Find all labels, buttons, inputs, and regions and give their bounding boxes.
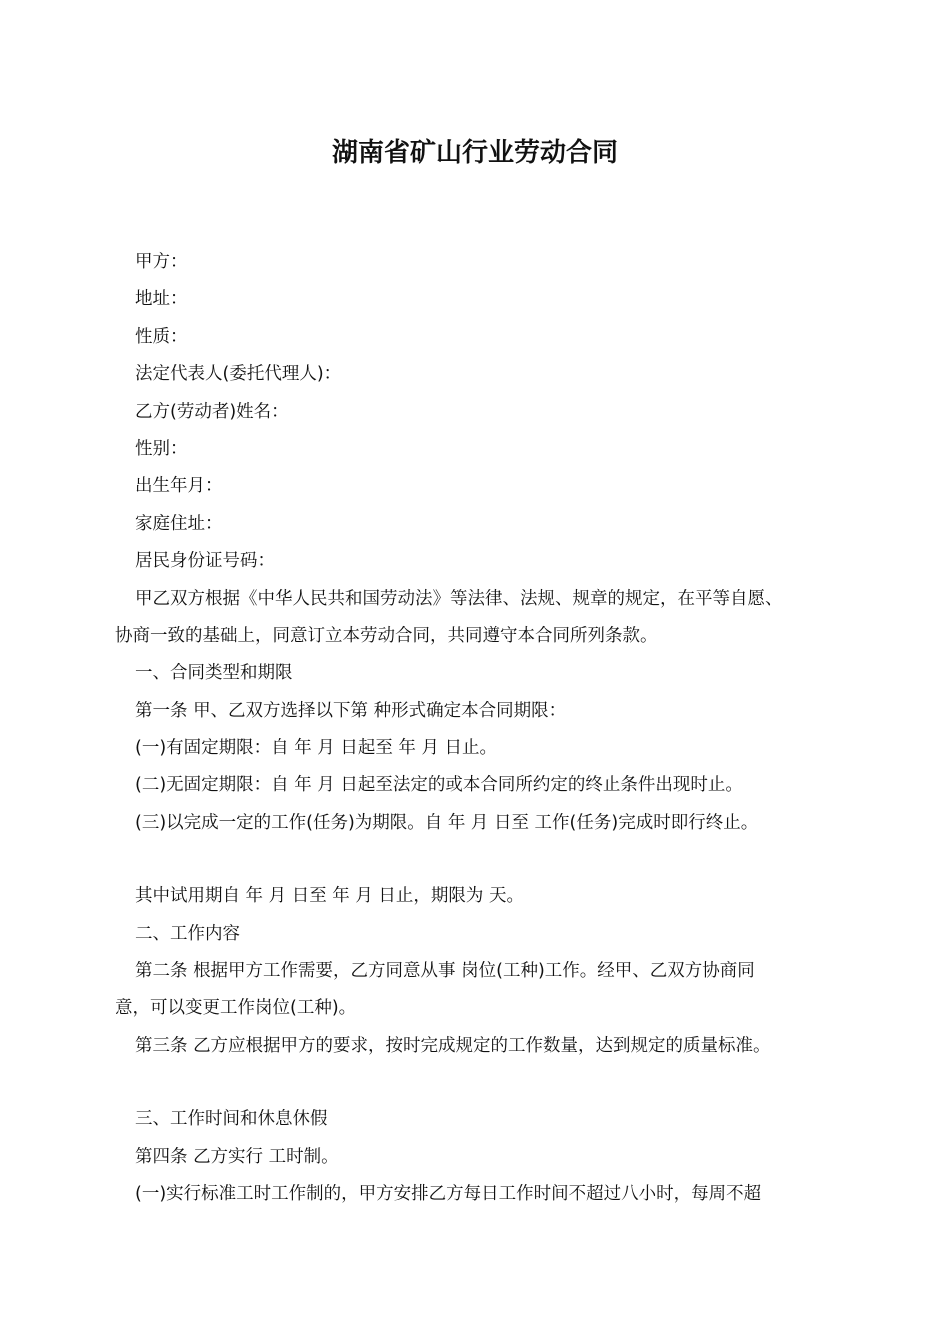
section-1-heading: 一、合同类型和期限 (135, 663, 293, 684)
gender-line: 性别： (135, 438, 188, 459)
intro-paragraph-line-1: 甲乙双方根据《中华人民共和国劳动法》等法律、法规、规章的规定，在平等自愿、 (135, 588, 783, 609)
paragraph-gap (115, 1065, 855, 1101)
article-4: 第四条 乙方实行 工时制。 (135, 1146, 339, 1167)
document-title: 湖南省矿山行业劳动合同 (331, 138, 618, 168)
article-1: 第一条 甲、乙双方选择以下第 种形式确定本合同期限： (135, 700, 567, 721)
document-body (115, 244, 855, 1213)
party-a-line: 甲方： (135, 252, 188, 272)
id-number-line: 居民身份证号码： (135, 551, 275, 572)
paragraph-gap (115, 842, 855, 878)
term-task: (三)以完成一定的工作(任务)为期限。自 年 月 日至 工作(任务)完成时即行终止。 (135, 812, 759, 833)
home-address-line: 家庭住址： (135, 513, 223, 534)
party-b-name-line: 乙方(劳动者)姓名： (135, 401, 289, 422)
probation-line: 其中试用期自 年 月 日至 年 月 日止，期限为 天。 (135, 886, 524, 907)
intro-paragraph-line-2: 协商一致的基础上，同意订立本劳动合同，共同遵守本合同所列条款。 (115, 625, 658, 646)
section-2-heading: 二、工作内容 (135, 923, 240, 944)
article-3: 第三条 乙方应根据甲方的要求，按时完成规定的工作数量，达到规定的质量标准。 (135, 1035, 771, 1056)
term-fixed: (一)有固定期限：自 年 月 日起至 年 月 日止。 (135, 738, 498, 759)
standard-hours-line: (一)实行标准工时工作制的，甲方安排乙方每日工作时间不超过八小时，每周不超 (135, 1183, 762, 1204)
legal-rep-line: 法定代表人(委托代理人)： (135, 364, 342, 385)
article-2-line-1: 第二条 根据甲方工作需要，乙方同意从事 岗位(工种)工作。经甲、乙双方协商同 (135, 961, 755, 982)
term-open: (二)无固定期限：自 年 月 日起至法定的或本合同所约定的终止条件出现时止。 (135, 775, 743, 796)
birth-line: 出生年月： (135, 476, 223, 497)
address-line: 地址： (135, 289, 188, 310)
article-2-line-2: 意，可以变更工作岗位(工种)。 (115, 998, 357, 1019)
section-3-heading: 三、工作时间和休息休假 (135, 1109, 328, 1130)
nature-line: 性质： (135, 326, 188, 347)
